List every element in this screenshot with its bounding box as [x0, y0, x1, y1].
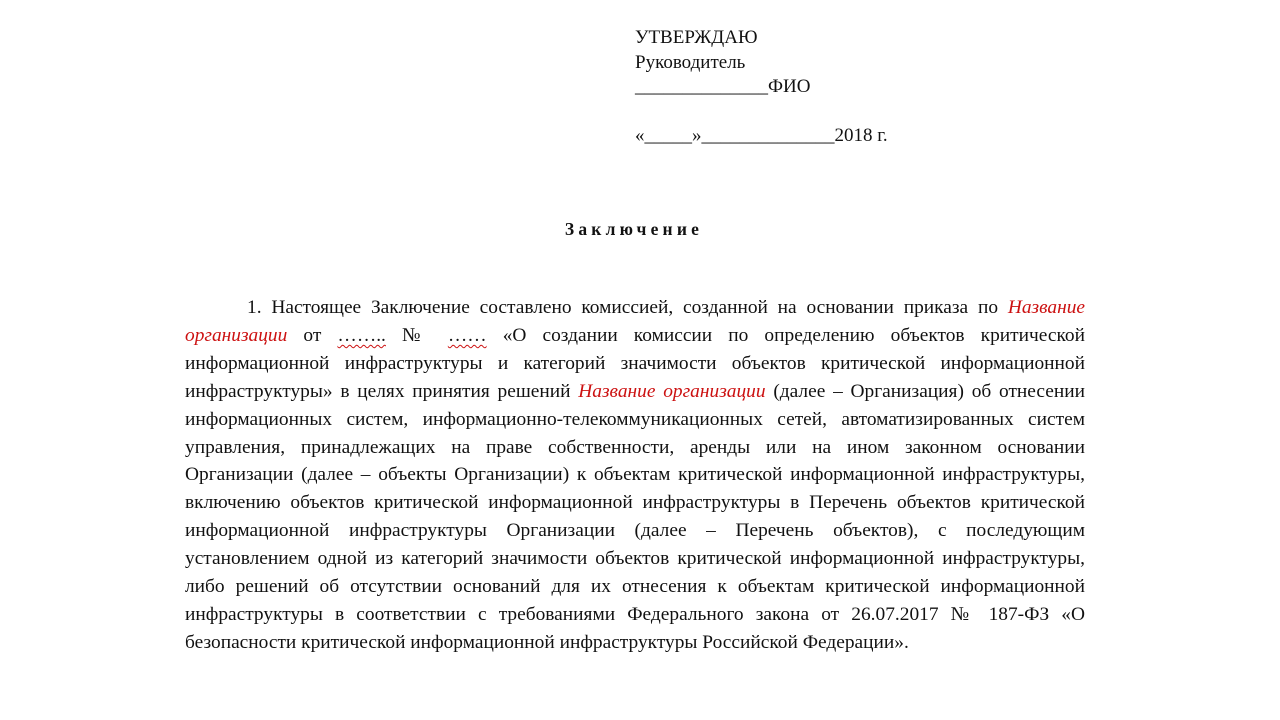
approval-position: Руководитель — [635, 51, 746, 73]
org-name-placeholder-1: Название организации — [185, 297, 1085, 346]
approval-block — [635, 26, 888, 148]
approval-title: УТВЕРЖДАЮ — [635, 27, 758, 48]
paragraph-text-2: от — [303, 324, 322, 346]
date-placeholder: …….. — [337, 324, 386, 346]
date-line: «_____»______________2018 г. — [635, 124, 888, 146]
approval-spacer — [635, 100, 888, 124]
paragraph-text-5: (далее – Организация) об отнесении информационных систем, информационно-телекоммуникационных сетей, автоматизированных систем управления, принадлежащих на праве собственности, аренды или на ином законном основании Организации (далее – объекты Организации) к объектам критической информационной инфраструктуры, включению объектов критической информационной инфраструктуры в Перечень объектов критической информационной инфраструктуры Организации (далее – Перечень объектов), с последующим установлением одной из категорий значимости объектов критической информационной инфраструктуры, либо решений об отсутствии оснований для их отнесения к объектам критической информационной инфраструктуры в соответствии с требованиями Федерального закона от 26.07.2017 № 187-ФЗ «О безопасности критической информационной инфраструктуры Российской Федерации». — [185, 380, 1085, 653]
org-name-placeholder-2: Название организации — [578, 380, 766, 402]
signature-line: ______________ФИО — [635, 76, 811, 97]
paragraph-text-3: № — [402, 324, 432, 346]
number-placeholder: …… — [447, 324, 487, 346]
document-heading: Заключение — [564, 219, 704, 239]
paragraph-text-4: «О создании комиссии по определению объектов критической информационной инфраструктуры и категорий значимости объектов критической информационной инфраструктуры» в целях принятия решений — [185, 324, 1085, 402]
paragraph-1 — [185, 294, 1085, 657]
paragraph-number: 1. — [247, 297, 262, 318]
paragraph-text-1: Настоящее Заключение составлено комиссией, созданной на основании приказа по — [271, 297, 999, 318]
